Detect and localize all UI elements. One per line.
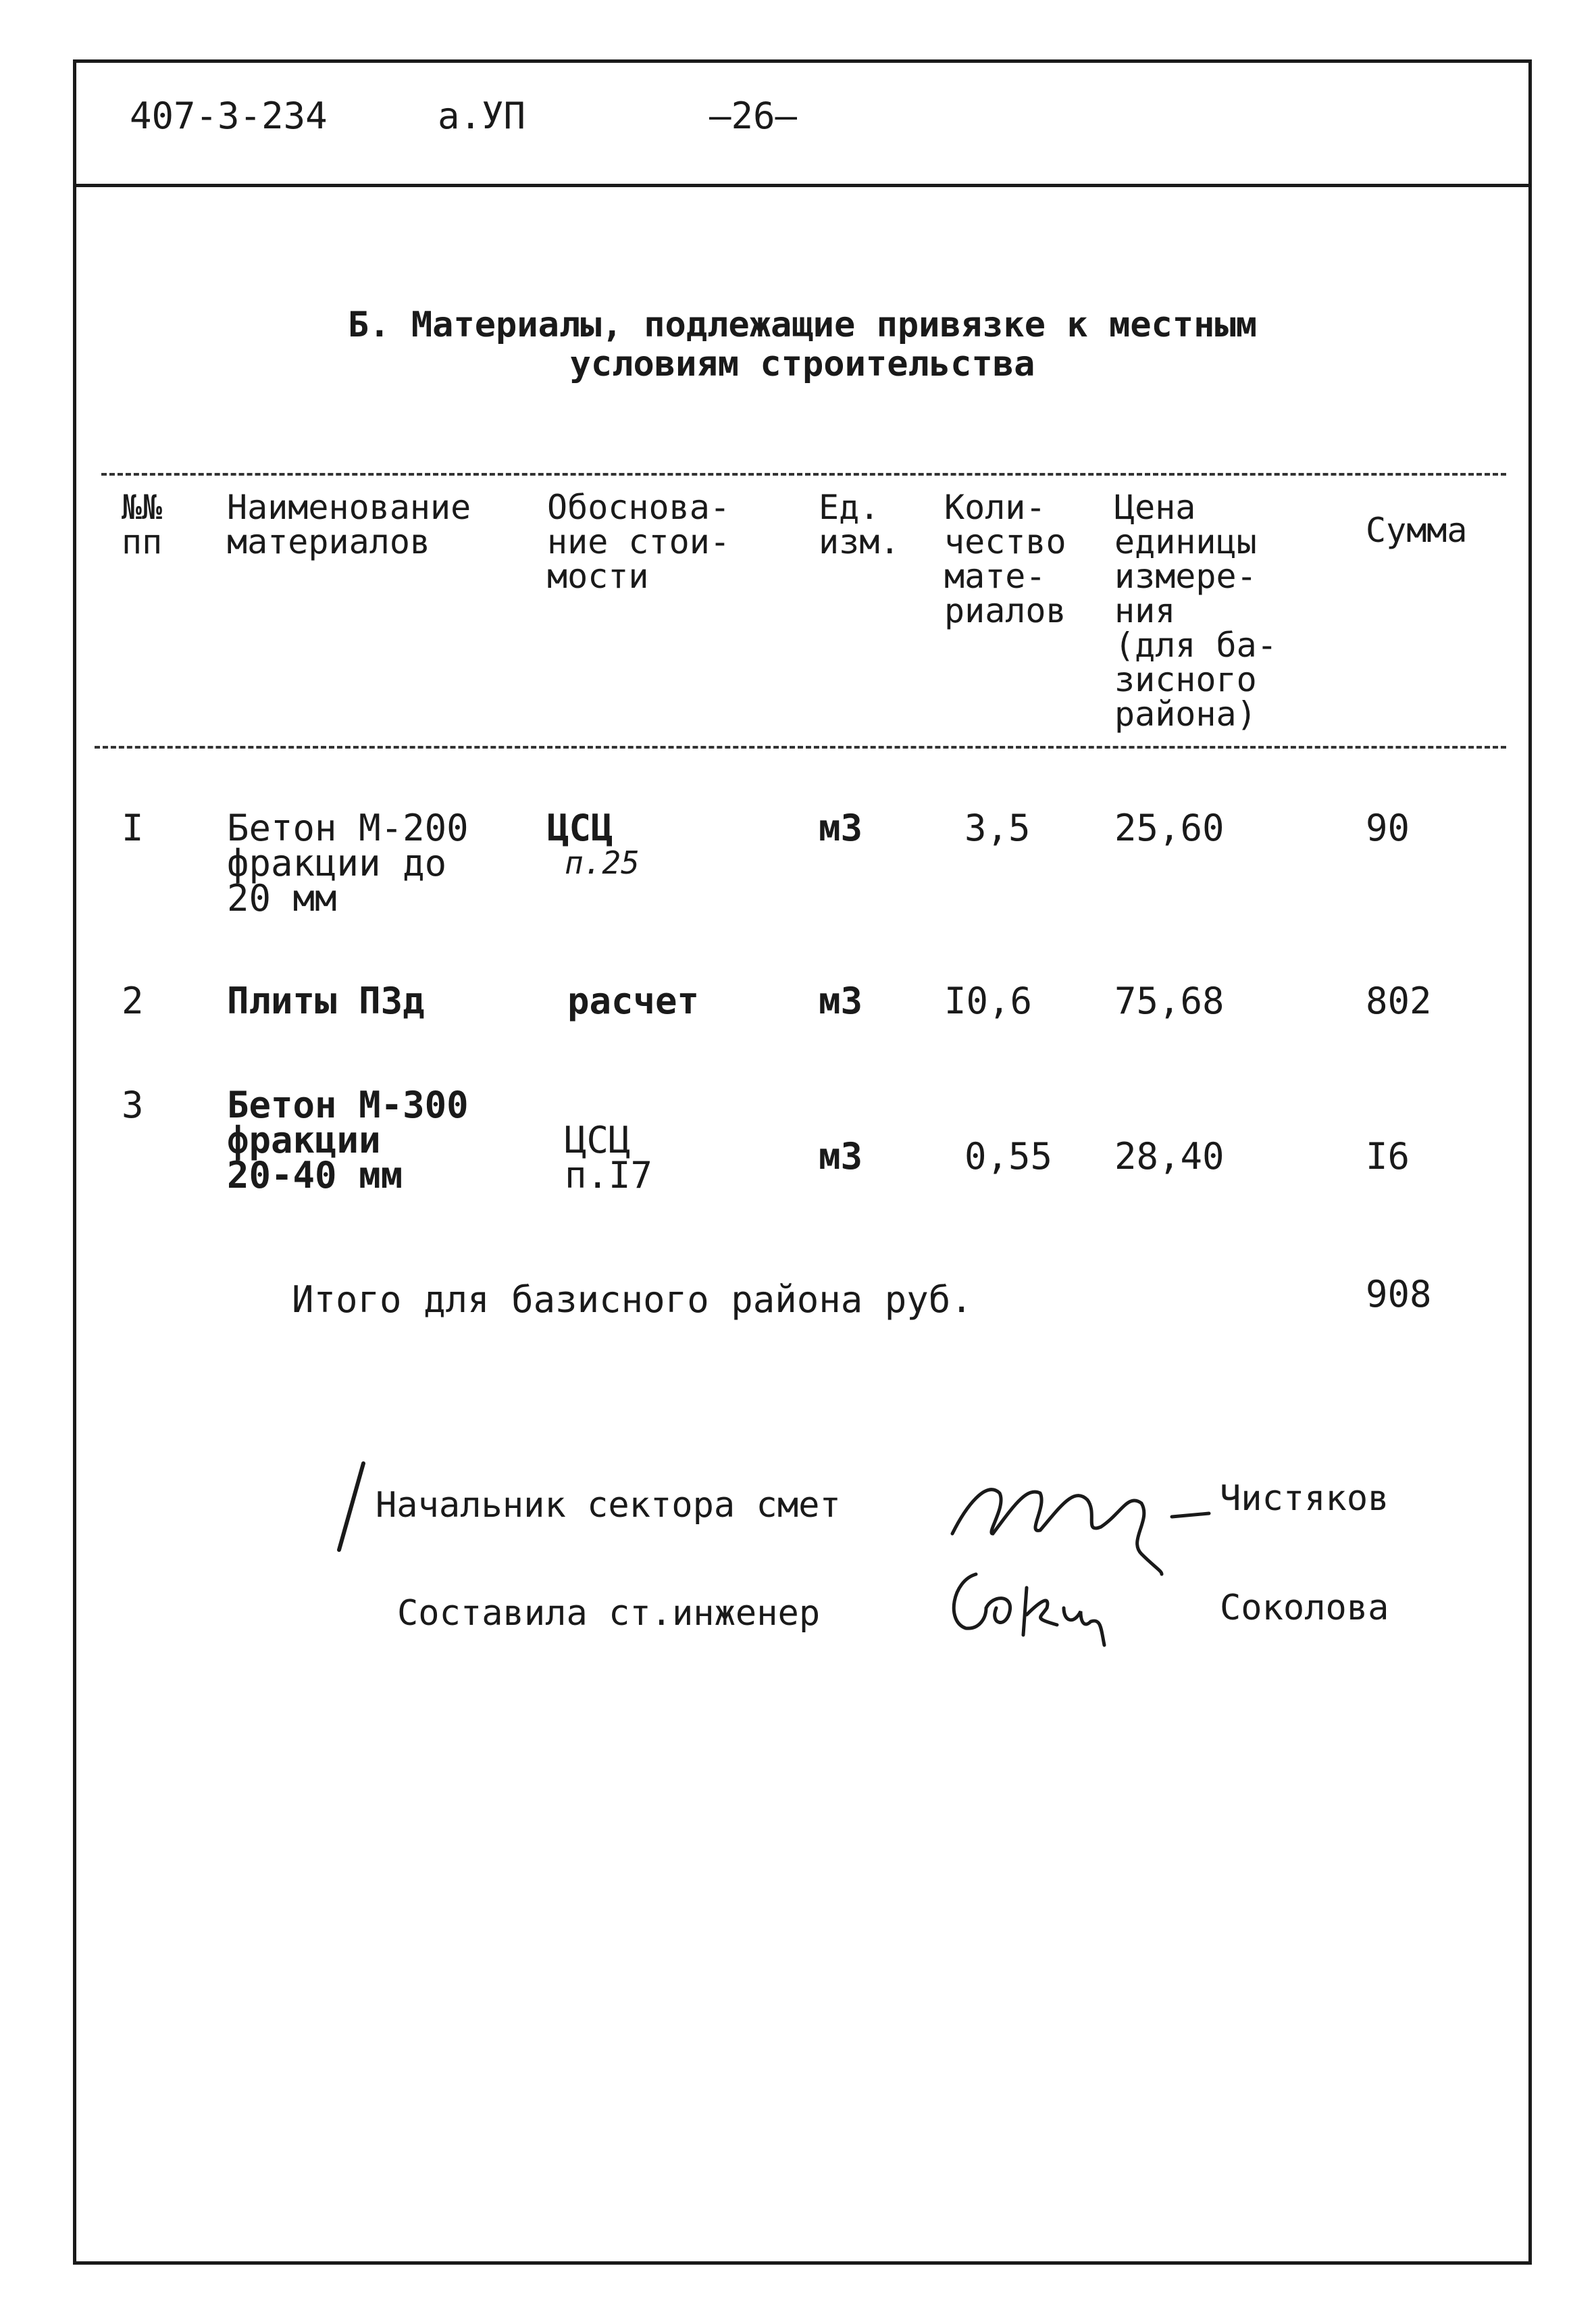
chief-name: Чистяков: [1220, 1478, 1389, 1519]
row-price: 25,60: [1114, 807, 1225, 849]
col-header-basis: Обоснова- ние стои- мости: [547, 488, 730, 596]
slash-mark: [331, 1459, 371, 1554]
page-number: —26—: [709, 95, 798, 137]
col-header-unit: Ед. изм.: [819, 488, 900, 561]
col-header-num: №№ пп: [122, 488, 163, 561]
row-sum: 802: [1366, 980, 1432, 1022]
row-unit: м3: [819, 980, 863, 1022]
row-name: Бетон М-200 фракции до 20 мм: [227, 807, 469, 920]
row-price: 75,68: [1114, 980, 1225, 1022]
row-qty: I0,6: [944, 980, 1033, 1022]
total-label: Итого для базисного района руб.: [292, 1278, 973, 1321]
col-header-sum: Сумма: [1366, 511, 1468, 550]
row-basis-sub: п.25: [565, 845, 640, 881]
doc-number: 407-3-234: [130, 95, 328, 137]
row-basis: ЦСЦ: [547, 807, 613, 849]
row-qty: 0,55: [964, 1135, 1053, 1178]
col-header-price: Цена единицы измере- ния (для ба- зисного района): [1114, 488, 1277, 734]
row-sum: I6: [1366, 1135, 1410, 1178]
row-num: 3: [122, 1084, 144, 1126]
author-name: Соколова: [1220, 1588, 1389, 1628]
row-name: Бетон М-300 фракции 20-40 мм: [227, 1084, 469, 1197]
table-header-rule: [95, 746, 1506, 749]
chief-title: Начальник сектора смет: [376, 1485, 841, 1526]
section-title-line2: условиям строительства: [569, 344, 1035, 384]
table-top-rule: [101, 473, 1506, 476]
row-price: 28,40: [1114, 1135, 1225, 1178]
row-sum: 90: [1366, 807, 1410, 849]
col-header-name: Наименование материалов: [227, 488, 471, 561]
row-unit: м3: [819, 807, 863, 849]
author-title: Составила ст.инженер: [397, 1593, 821, 1634]
row-name: Плиты ПЗд: [227, 980, 425, 1022]
row-num: 2: [122, 980, 144, 1022]
row-num: I: [122, 807, 144, 849]
col-header-qty: Коли- чество мате- риалов: [944, 488, 1066, 630]
total-value: 908: [1366, 1273, 1432, 1315]
header-divider: [73, 184, 1532, 187]
row-qty: 3,5: [964, 807, 1031, 849]
row-basis: расчет: [567, 980, 700, 1022]
author-signature: [939, 1554, 1141, 1689]
album-code: а.УП: [438, 95, 526, 137]
row-unit: м3: [819, 1135, 863, 1178]
section-title-line1: Б. Материалы, подлежащие привязке к местным: [347, 305, 1258, 345]
row-basis: ЦСЦ п.I7: [565, 1119, 653, 1197]
